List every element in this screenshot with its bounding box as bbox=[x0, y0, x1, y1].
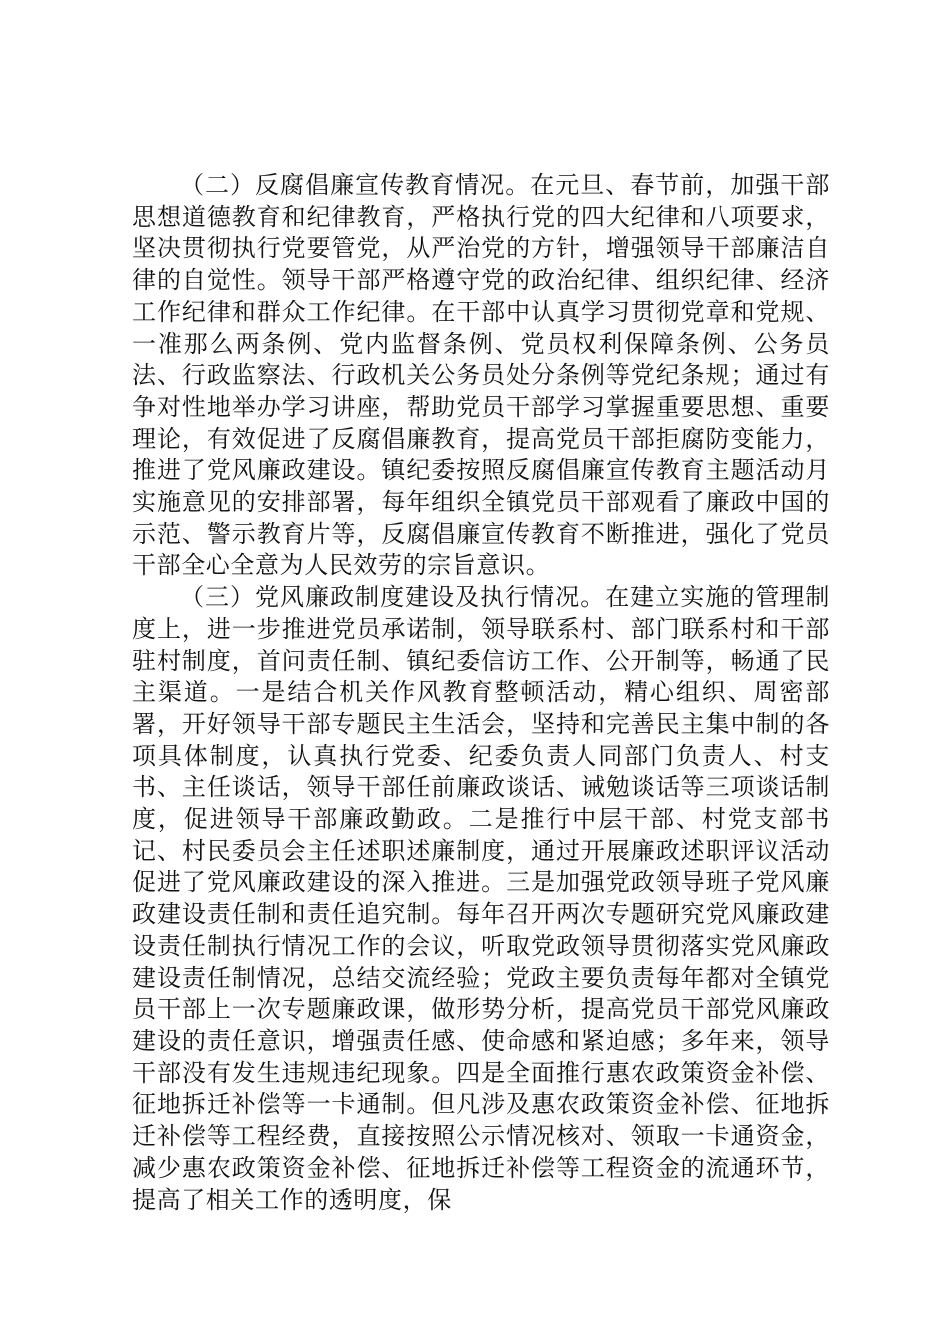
paragraph-integrity-system-building: （三）党风廉政制度建设及执行情况。在建立实施的管理制度上，进一步推进党员承诺制，领导联系村、部门联系村和干部驻村制度，首问责任制、镇纪委信访工作、公开制等，畅通了民主渠道。一是结合机关作风教育整顿活动，精心组织、周密部署，开好领导干部专题民主生活会，坚持和完善民主集中制的各项具体制度，认真执行党委、纪委负责人同部门负责人、村支书、主任谈话，领导干部任前廉政谈话、诫勉谈话等三项谈话制度，促进领导干部廉政勤政。二是推行中层干部、村党支部书记、村民委员会主任述职述廉制度，通过开展廉政述职评议活动促进了党风廉政建设的深入推进。三是加强党政领导班子党风廉政建设责任制和责任追究制。每年召开两次专题研究党风廉政建设责任制执行情况工作的会议，听取党政领导贯彻落实党风廉政建设责任制情况，总结交流经验；党政主要负责每年都对全镇党员干部上一次专题廉政课，做形势分析，提高党员干部党风廉政建设的责任意识，增强责任感、使命感和紧迫感；多年来，领导干部没有发生违规违纪现象。四是全面推行惠农政策资金补偿、征地拆迁补偿等一卡通制。但凡涉及惠农政策资金补偿、征地拆迁补偿等工程经费，直接按照公示情况核对、领取一卡通资金，减少惠农政策资金补偿、征地拆迁补偿等工程资金的流通环节，提高了相关工作的透明度，保 bbox=[132, 583, 830, 1214]
document-body bbox=[132, 170, 830, 1216]
paragraph-anti-corruption-education: （二）反腐倡廉宣传教育情况。在元旦、春节前，加强干部思想道德教育和纪律教育，严格执行党的四大纪律和八项要求，坚决贯彻执行党要管党，从严治党的方针，增强领导干部廉洁自律的自觉性。领导干部严格遵守党的政治纪律、组织纪律、经济工作纪律和群众工作纪律。在干部中认真学习贯彻党章和党规、一准那么两条例、党内监督条例、党员权利保障条例、公务员法、行政监察法、行政机关公务员处分条例等党纪条规；通过有争对性地举办学习讲座，帮助党员干部学习掌握重要思想、重要理论，有效促进了反腐倡廉教育，提高党员干部拒腐防变能力，推进了党风廉政建设。镇纪委按照反腐倡廉宣传教育主题活动月实施意见的安排部署，每年组织全镇党员干部观看了廉政中国的示范、警示教育片等，反腐倡廉宣传教育不断推进，强化了党员干部全心全意为人民效劳的宗旨意识。 bbox=[132, 171, 830, 580]
